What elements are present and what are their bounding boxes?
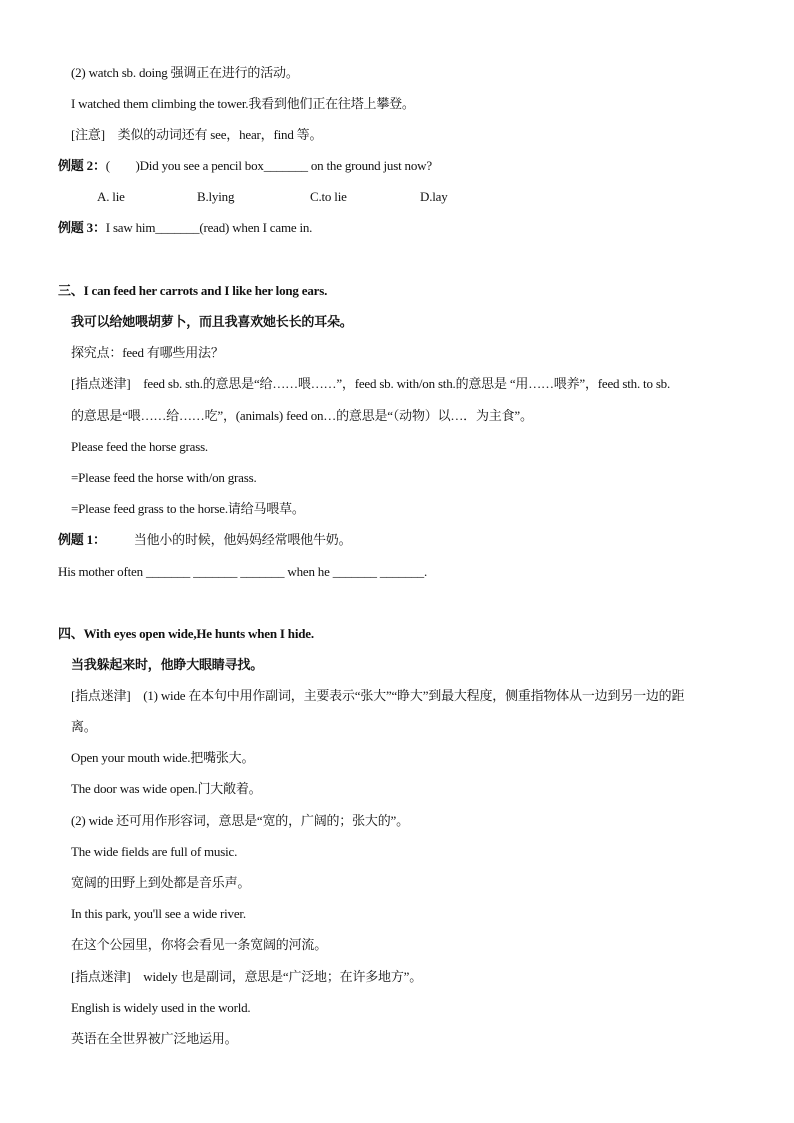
- watch-doing-example: I watched them climbing the tower.我看到他们正在往塔上攀登。: [71, 96, 415, 111]
- section-3-translation: 我可以给她喂胡萝卜，而且我喜欢她长长的耳朵。: [71, 314, 353, 329]
- section-3-example-1: Please feed the horse grass.: [71, 439, 208, 454]
- section-4-point-1-cont: 离。: [71, 719, 97, 734]
- section-4-example-3: The wide fields are full of music.: [71, 844, 238, 859]
- section-4-translation: 当我躲起来时，他睁大眼睛寻找。: [71, 657, 264, 672]
- exercise-3-label: 例题 3：: [58, 220, 106, 235]
- section-4-example-4-cn: 在这个公园里，你将会看见一条宽阔的河流。: [71, 937, 328, 952]
- exercise-1-english: His mother often _______ _______ _______ when he _______ _______.: [58, 564, 428, 579]
- section-4-example-2: The door was wide open.门大敞着。: [71, 781, 262, 796]
- exercise-2-question: ( )Did you see a pencil box_______ on the ground just now?: [105, 158, 432, 173]
- note-similar-verbs: [注意] 类似的动词还有 see，hear，find 等。: [71, 127, 323, 142]
- option-c: C.to lie: [310, 189, 347, 204]
- option-d: D.lay: [420, 189, 448, 204]
- exercise-2: [58, 157, 432, 175]
- section-3-explore: 探究点：feed 有哪些用法？: [71, 345, 224, 360]
- exercise-1-chinese: 当他小的时候，他妈妈经常喂他牛奶。: [133, 532, 352, 547]
- option-b: B.lying: [197, 189, 235, 204]
- section-3-point-line-2: 的意思是“喂……给……吃”，(animals) feed on…的意思是“（动物）以…．为主食”。: [71, 408, 533, 423]
- section-4-heading: 四、With eyes open wide,He hunts when I hide.: [58, 626, 314, 641]
- option-a: A. lie: [97, 189, 125, 204]
- section-4-example-5: English is widely used in the world.: [71, 1000, 251, 1015]
- exercise-2-label: 例题 2：: [58, 158, 106, 173]
- watch-doing-rule: (2) watch sb. doing 强调正在进行的活动。: [71, 65, 299, 80]
- section-4-point-1: [指点迷津] (1) wide 在本句中用作副词，主要表示“张大”“睁大”到最大程度，侧重指物体从一边到另一边的距: [71, 688, 685, 703]
- exercise-3-question: I saw him_______(read) when I came in.: [105, 220, 313, 235]
- exercise-1: [58, 531, 351, 549]
- section-3-point-line-1: [指点迷津] feed sb. sth.的意思是“给……喂……”，feed sb. with/on sth.的意思是 “用……喂养”，feed sth. to sb.: [71, 376, 671, 391]
- section-3-heading: 三、I can feed her carrots and I like her long ears.: [58, 283, 328, 298]
- section-4-example-4: In this park, you'll see a wide river.: [71, 906, 246, 921]
- section-3-example-2: =Please feed the horse with/on grass.: [71, 470, 257, 485]
- section-4-example-1: Open your mouth wide.把嘴张大。: [71, 750, 255, 765]
- exercise-1-label: 例题 1：: [58, 532, 106, 547]
- section-3-example-3: =Please feed grass to the horse.请给马喂草。: [71, 501, 305, 516]
- section-4-adjective-rule: (2) wide 还可用作形容词，意思是“宽的，广阔的；张大的”。: [71, 813, 409, 828]
- section-4-example-5-cn: 英语在全世界被广泛地运用。: [71, 1031, 238, 1046]
- section-4-example-3-cn: 宽阔的田野上到处都是音乐声。: [71, 875, 251, 890]
- exercise-3: [58, 219, 312, 237]
- section-4-point-2: [指点迷津] widely 也是副词，意思是“广泛地；在许多地方”。: [71, 969, 423, 984]
